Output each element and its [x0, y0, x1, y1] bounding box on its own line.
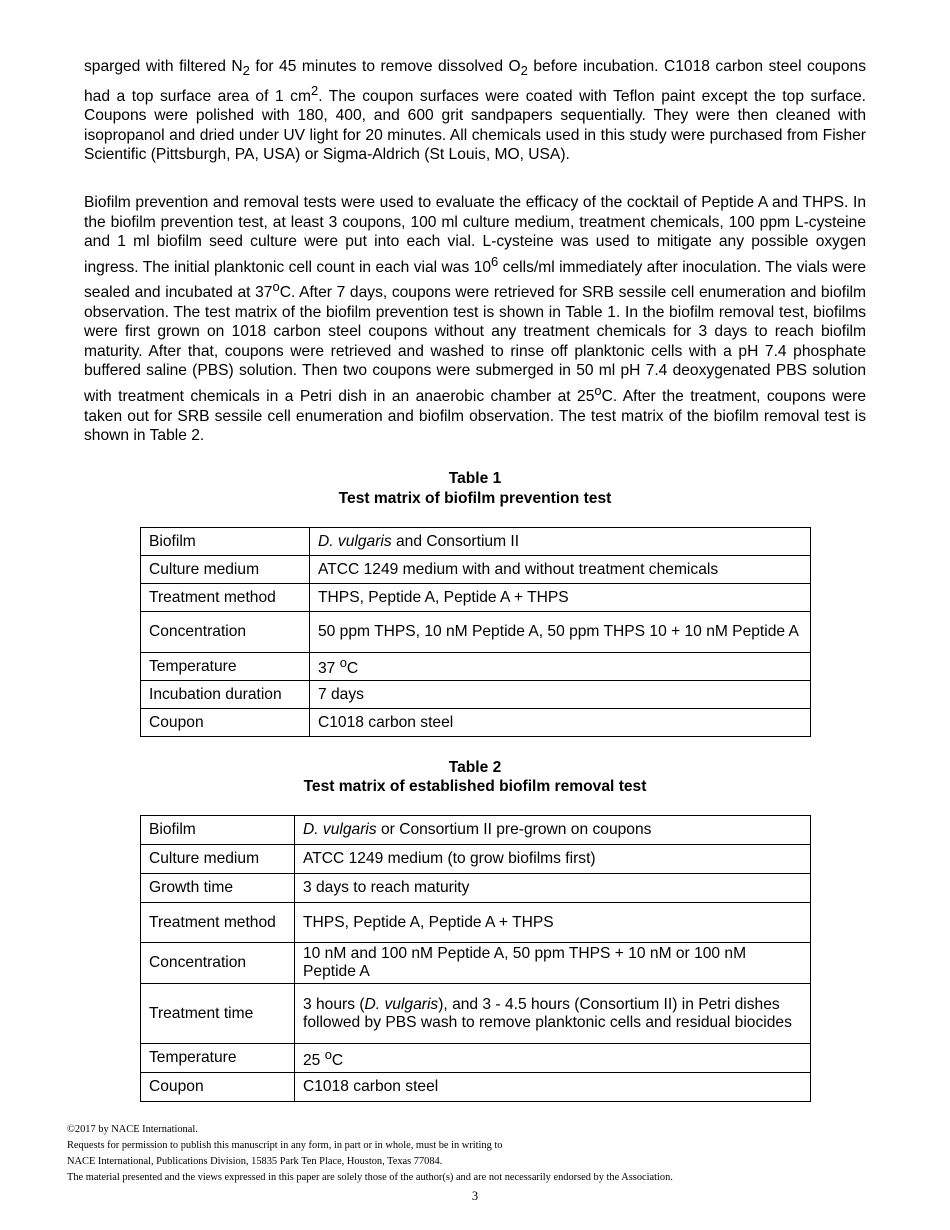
row-label: Culture medium — [141, 845, 295, 874]
row-label: Treatment method — [141, 903, 295, 943]
row-value — [310, 653, 811, 681]
table-row — [141, 612, 811, 653]
table-row — [141, 653, 811, 681]
row-label: Biofilm — [141, 816, 295, 845]
row-value: C1018 carbon steel — [295, 1073, 811, 1102]
row-value — [295, 1044, 811, 1073]
table-row — [141, 903, 811, 943]
table-row — [141, 1044, 811, 1073]
text-run: 25 — [303, 1052, 325, 1070]
text-run: or Consortium II pre-grown on coupons — [376, 821, 652, 838]
superscript: o — [594, 382, 602, 398]
table1-label: Table 1 — [448, 470, 502, 487]
row-label: Coupon — [141, 709, 310, 737]
subscript: 2 — [520, 63, 528, 79]
permission-line: Requests for permission to publish this manuscript in any form, in part or in whole, must be in writing to — [67, 1140, 503, 1151]
table-row — [141, 528, 811, 556]
text-run: C. After 7 days, coupons were retrieved for SRB sessile cell enumeration and biofilm observation. The test matrix of the biofilm prevention test is shown in Table 1. In the biofilm removal test, biofilms were first grown on 1018 carbon steel coupons without any treatment chemicals for 3 days to reach biofilm maturity. After that, coupons were retrieved and washed to rinse off planktonic cells with a pH 7.4 phosphate buffered saline (PBS) solution. Then two coupons were submerged in 50 ml pH 7.4 deoxygenated PBS solution with treatment chemicals in a Petri dish in an anaerobic chamber at 25 — [84, 284, 866, 406]
address-line: NACE International, Publications Division, 15835 Park Ten Place, Houston, Texas 77084. — [67, 1156, 443, 1167]
species-name: D. vulgaris — [303, 821, 377, 838]
row-label: Treatment method — [141, 584, 310, 612]
row-value: 3 days to reach maturity — [295, 874, 811, 903]
text-run: 3 hours ( — [303, 995, 365, 1013]
row-value: 10 nM and 100 nM Peptide A, 50 ppm THPS + 10 nM or 100 nM Peptide A — [295, 943, 811, 984]
row-label: Concentration — [141, 943, 295, 984]
table-row — [141, 681, 811, 709]
row-label: Temperature — [141, 1044, 295, 1073]
text-run: C — [346, 660, 359, 678]
row-value: ATCC 1249 medium with and without treatment chemicals — [310, 556, 811, 584]
text-run: C — [331, 1052, 344, 1070]
text-run: ), and 3 - 4.5 hours (Consortium II) in Petri dishes followed by PBS wash to remove planktonic cells and residual biocides — [303, 995, 792, 1031]
superscript: o — [324, 1046, 332, 1062]
text-run: . The coupon surfaces were coated with Teflon paint except the top surface. Coupons were polished with 180, 400, and 600 grit sandpapers sequentially. They were then cleaned with isopropanol and dried under UV light for 20 minutes. All chemicals used in this study were purchased from Fisher Scientific (Pittsburgh, PA, USA) or Sigma-Aldrich (St Louis, MO, USA). — [84, 87, 866, 164]
species-name: D. vulgaris — [364, 995, 439, 1013]
row-label: Coupon — [141, 1073, 295, 1102]
table-row — [141, 816, 811, 845]
copyright-line: ©2017 by NACE International. — [67, 1124, 198, 1135]
superscript: 2 — [310, 82, 319, 98]
row-label: Biofilm — [141, 528, 310, 556]
text-run: 37 — [318, 660, 340, 678]
text-run: C. After the treatment, coupons were taken out for SRB sessile cell enumeration and biofilm observation. The test matrix of the biofilm removal test is shown in Table 2. — [84, 388, 867, 445]
row-label: Concentration — [141, 612, 310, 653]
text-run: sparged with filtered N — [84, 58, 243, 75]
superscript: o — [272, 279, 280, 295]
table2-label: Table 2 — [448, 759, 502, 776]
row-value: THPS, Peptide A, Peptide A + THPS — [310, 584, 811, 612]
table-row — [141, 1073, 811, 1102]
text-run: Biofilm prevention and removal tests were used to evaluate the efficacy of the cocktail of Peptide A and THPS. In the biofilm prevention test, at least 3 coupons, 100 ml culture medium, treatment chemicals, 100 ppm L-cysteine and 1 ml biofilm seed culture were put into each vial. L-cysteine was used to mitigate any possible oxygen ingress. The initial planktonic cell count in each vial was 10 — [84, 194, 866, 276]
row-value: C1018 carbon steel — [310, 709, 811, 737]
species-name: D. vulgaris — [318, 532, 392, 550]
subscript: 2 — [242, 63, 250, 79]
row-label: Growth time — [141, 874, 295, 903]
table2-title: Test matrix of established biofilm removal test — [303, 778, 647, 795]
table1-title: Test matrix of biofilm prevention test — [338, 490, 612, 507]
row-label: Temperature — [141, 653, 310, 681]
row-label: Treatment time — [141, 984, 295, 1044]
table-row — [141, 984, 811, 1044]
row-label: Incubation duration — [141, 681, 310, 709]
text-run: cells/ml immediately after inoculation. The vials were sealed and incubated at 37 — [84, 258, 866, 302]
paragraph-tests — [84, 193, 866, 446]
row-value — [310, 528, 811, 556]
table-row — [141, 709, 811, 737]
text-run: and Consortium II — [391, 532, 520, 550]
row-label: Culture medium — [141, 556, 310, 584]
disclaimer-line: The material presented and the views expressed in this paper are solely those of the author(s) and are not necessarily endorsed by the Association. — [67, 1172, 673, 1183]
table-row — [141, 584, 811, 612]
table-row — [141, 943, 811, 984]
row-value: 50 ppm THPS, 10 nM Peptide A, 50 ppm THPS 10 + 10 nM Peptide A — [310, 612, 811, 653]
row-value: 7 days — [310, 681, 811, 709]
row-value: ATCC 1249 medium (to grow biofilms first) — [295, 845, 811, 874]
table-row — [141, 845, 811, 874]
row-value — [295, 984, 811, 1044]
superscript: o — [339, 655, 347, 671]
text-run: before incubation. C1018 carbon steel coupons had a top surface area of 1 cm — [84, 58, 866, 105]
paragraph-materials — [84, 57, 866, 165]
table-row — [141, 556, 811, 584]
text-run: for 45 minutes to remove dissolved O — [249, 58, 521, 75]
superscript: 6 — [491, 253, 499, 269]
row-value: THPS, Peptide A, Peptide A + THPS — [295, 903, 811, 943]
table2 — [140, 815, 811, 1102]
page-number: 3 — [471, 1189, 479, 1203]
table-row — [141, 874, 811, 903]
table1 — [140, 527, 811, 737]
row-value — [295, 816, 811, 845]
